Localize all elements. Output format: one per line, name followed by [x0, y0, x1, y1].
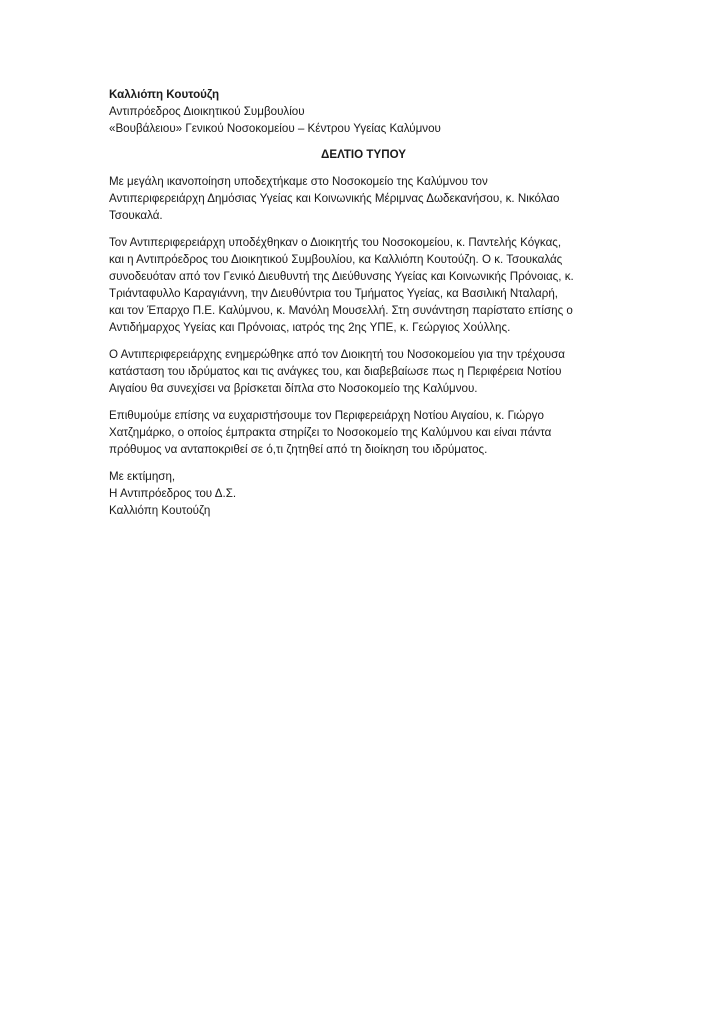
paragraph-line: Αντιπεριφερειάρχη Δημόσιας Υγείας και Κοινωνικής Μέριμνας Δωδεκανήσου, κ. Νικόλαο: [109, 192, 560, 205]
signature-block: [109, 468, 617, 519]
paragraph-line: Χατζημάρκο, ο οποίος έμπρακτα στηρίζει το Νοσοκομείο της Καλύμνου και είναι πάντα: [109, 426, 552, 439]
paragraph-line: και η Αντιπρόεδρος του Διοικητικού Συμβουλίου, κα Καλλιόπη Κουτούζη. Ο κ. Τσουκαλάς: [109, 253, 563, 266]
signature-closing: Με εκτίμηση,: [109, 470, 176, 483]
paragraph-line: και τον Έπαρχο Π.Ε. Καλύμνου, κ. Μανόλη Μουσελλή. Στη συνάντηση παρίστατο επίσης ο: [109, 304, 573, 317]
paragraph-line: συνοδευόταν από τον Γενικό Διευθυντή της Διεύθυνσης Υγείας και Κοινωνικής Πρόνοιας, κ.: [109, 270, 574, 283]
paragraph-3: [109, 346, 617, 397]
document-body: [109, 86, 617, 519]
paragraph-line: πρόθυμος να ανταποκριθεί σε ό,τι ζητηθεί από τη διοίκηση του ιδρύματος.: [109, 443, 488, 456]
signature-role: Η Αντιπρόεδρος του Δ.Σ.: [109, 487, 237, 500]
paragraph-4: [109, 407, 617, 458]
paragraph-line: κατάσταση του ιδρύματος και τις ανάγκες του, και διαβεβαίωσε πως η Περιφέρεια Νοτίου: [109, 365, 562, 378]
author-name: Καλλιόπη Κουτούζη: [109, 88, 220, 101]
paragraph-line: Τριάνταφυλλο Καραγιάννη, την Διευθύντρια του Τμήματος Υγείας, κα Βασιλική Νταλαρή,: [109, 287, 558, 300]
press-release-title: ΔΕΛΤΙΟ ΤΥΠΟΥ: [321, 148, 406, 161]
paragraph-line: Αιγαίου θα συνεχίσει να βρίσκεται δίπλα στο Νοσοκομείο της Καλύμνου.: [109, 382, 478, 395]
institution-name: «Βουβάλειου» Γενικού Νοσοκομείου – Κέντρου Υγείας Καλύμνου: [109, 122, 441, 135]
paragraph-1: [109, 173, 617, 224]
paragraph-2: [109, 234, 617, 336]
paragraph-line: Ο Αντιπεριφερειάρχης ενημερώθηκε από τον Διοικητή του Νοσοκομείου για την τρέχουσα: [109, 348, 566, 361]
letterhead: [109, 86, 617, 137]
signature-name: Καλλιόπη Κουτούζη: [109, 504, 211, 517]
author-role: Αντιπρόεδρος Διοικητικού Συμβουλίου: [109, 105, 305, 118]
paragraph-line: Επιθυμούμε επίσης να ευχαριστήσουμε τον Περιφερειάρχη Νοτίου Αιγαίου, κ. Γιώργο: [109, 409, 544, 422]
paragraph-line: Αντιδήμαρχος Υγείας και Πρόνοιας, ιατρός της 2ης ΥΠΕ, κ. Γεώργιος Χούλλης.: [109, 321, 511, 334]
paragraph-line: Με μεγάλη ικανοποίηση υποδεχτήκαμε στο Νοσοκομείο της Καλύμνου τον: [109, 175, 488, 188]
paragraph-line: Τον Αντιπεριφερειάρχη υποδέχθηκαν ο Διοικητής του Νοσοκομείου, κ. Παντελής Κόγκας,: [109, 236, 562, 249]
paragraph-line: Τσουκαλά.: [109, 209, 163, 222]
